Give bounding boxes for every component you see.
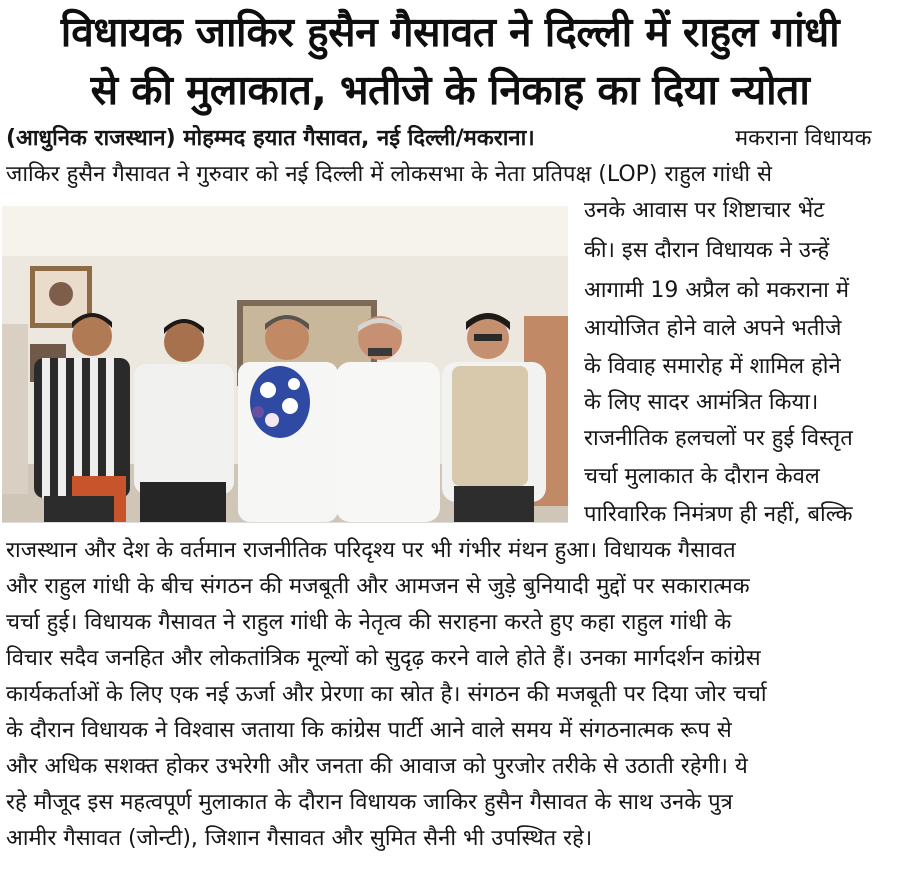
body-line: राजस्थान और देश के वर्तमान राजनीतिक परिदृश्य पर भी गंभीर मंथन हुआ। विधायक गैसावत bbox=[6, 538, 736, 563]
body-line: और राहुल गांधी के बीच संगठन की मजबूती और आमजन से जुड़े बुनियादी मुद्दों पर सकारात्मक bbox=[6, 574, 750, 599]
headline-line-1: विधायक जाकिर हुसैन गैसावत ने दिल्ली में राहुल गांधी bbox=[60, 8, 840, 56]
body-line: आगामी 19 अप्रैल को मकराना में bbox=[584, 278, 850, 303]
body-line: कार्यकर्ताओं के लिए एक नई ऊर्जा और प्रेरणा का स्रोत है। संगठन की मजबूती पर दिया जोर चर्चा bbox=[6, 682, 767, 707]
body-line: की। इस दौरान विधायक ने उन्हें bbox=[584, 238, 830, 263]
body-line: और अधिक सशक्त होकर उभरेगी और जनता की आवाज को पुरजोर तरीके से उठाती रहेगी। ये bbox=[6, 754, 748, 779]
body-line: आमीर गैसावत (जोन्टी), जिशान गैसावत और सुमित सैनी भी उपस्थित रहे। bbox=[6, 826, 593, 851]
photo-illustration bbox=[2, 206, 568, 522]
body-line: चर्चा हुई। विधायक गैसावत ने राहुल गांधी के नेतृत्व की सराहना करते हुए कहा राहुल गांधी के bbox=[6, 610, 732, 635]
body-line: आयोजित होने वाले अपने भतीजे bbox=[584, 316, 842, 341]
news-photo bbox=[2, 206, 568, 523]
body-line: उनके आवास पर शिष्टाचार भेंट bbox=[584, 198, 825, 223]
headline-line-2: से की मुलाकात, भतीजे के निकाह का दिया न्योता bbox=[90, 66, 810, 114]
body-line: चर्चा मुलाकात के दौरान केवल bbox=[584, 464, 820, 489]
body-line: पारिवारिक निमंत्रण ही नहीं, बल्कि bbox=[584, 502, 853, 527]
body-line: मकराना विधायक bbox=[735, 126, 872, 151]
body-line: रहे मौजूद इस महत्वपूर्ण मुलाकात के दौरान विधायक जाकिर हुसैन गैसावत के साथ उनके पुत्र bbox=[6, 790, 733, 815]
byline: (आधुनिक राजस्थान) मोहम्मद हयात गैसावत, नई दिल्ली/मकराना। bbox=[6, 126, 535, 151]
body-line: विचार सदैव जनहित और लोकतांत्रिक मूल्यों को सुदृढ़ करने वाले होते हैं। उनका मार्गदर्शन कांग्रेस bbox=[6, 646, 761, 671]
body-line: के लिए सादर आमंत्रित किया। bbox=[584, 390, 819, 415]
body-line: के दौरान विधायक ने विश्वास जताया कि कांग्रेस पार्टी आने वाले समय में संगठनात्मक रूप से bbox=[6, 718, 732, 743]
body-line: के विवाह समारोह में शामिल होने bbox=[584, 354, 841, 379]
body-line: जाकिर हुसैन गैसावत ने गुरुवार को नई दिल्ली में लोकसभा के नेता प्रतिपक्ष (LOP) राहुल गांधी से bbox=[6, 162, 772, 187]
body-line: राजनीतिक हलचलों पर हुई विस्तृत bbox=[584, 426, 853, 451]
